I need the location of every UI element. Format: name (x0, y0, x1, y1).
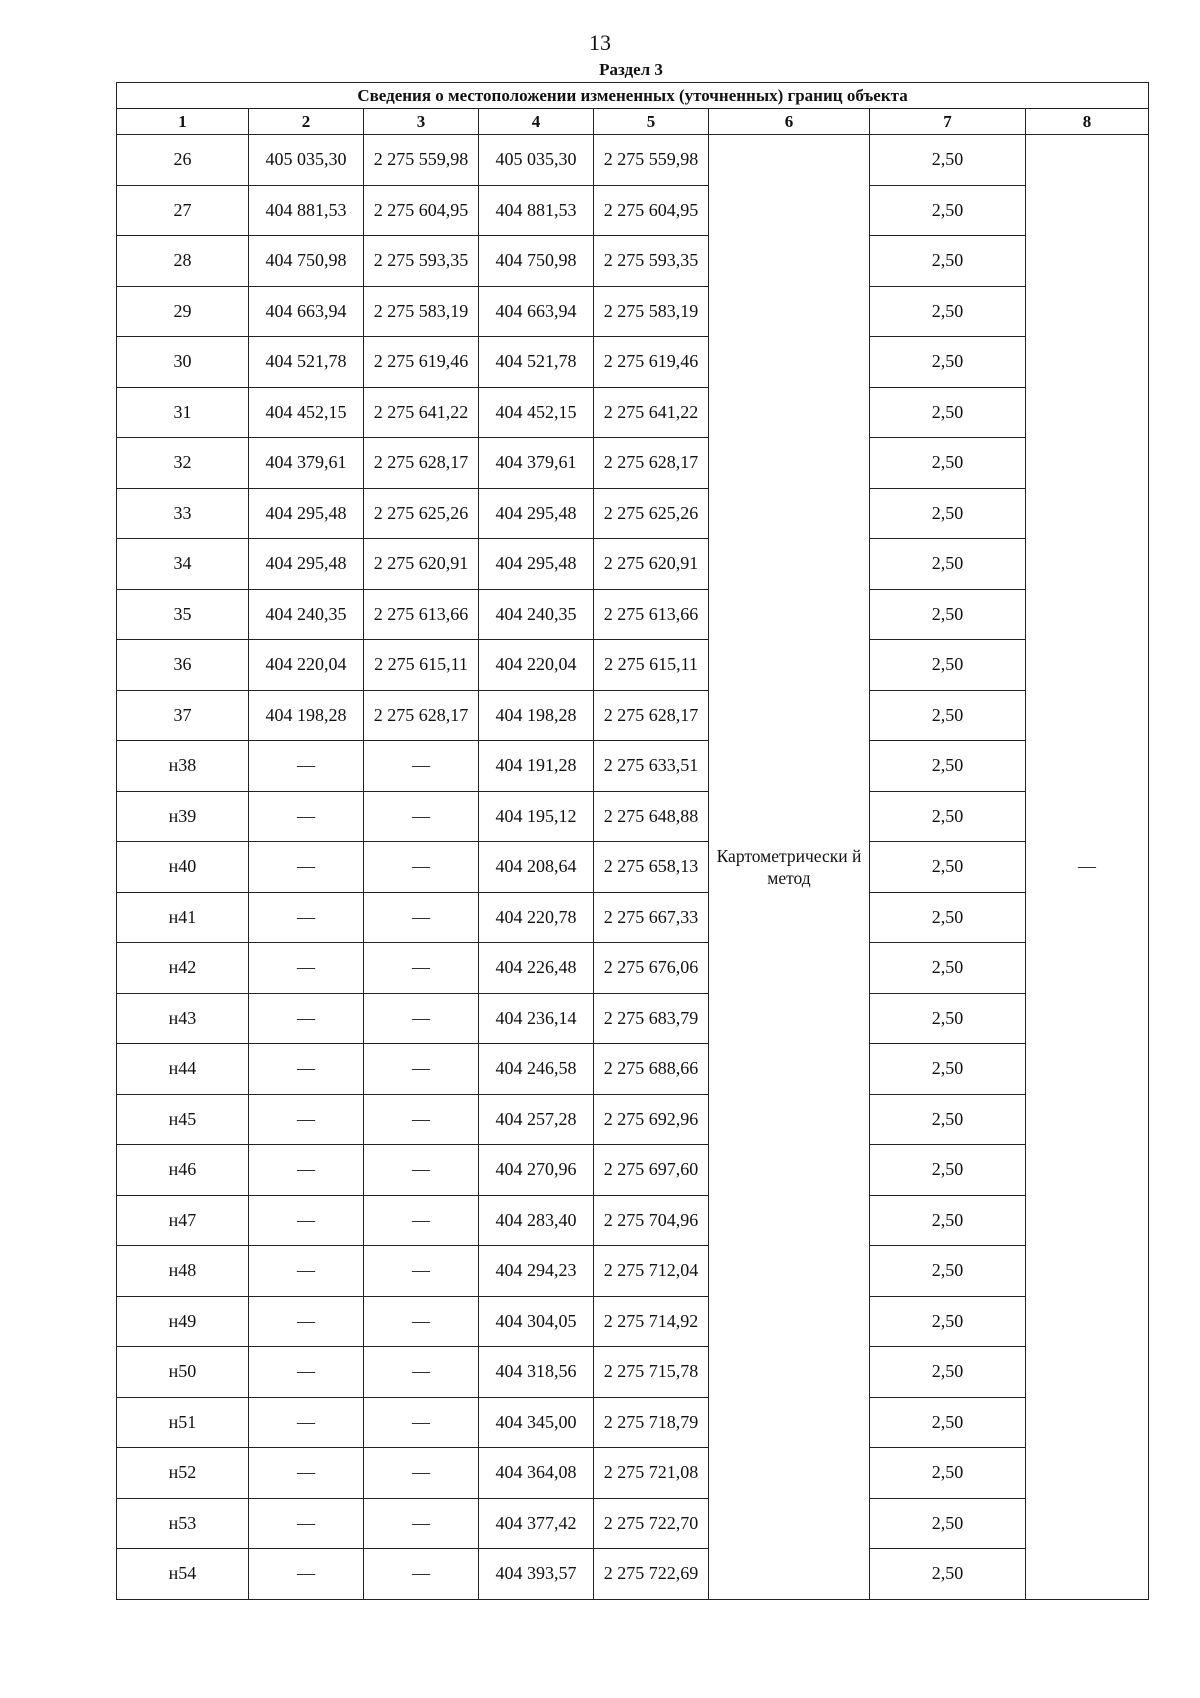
accuracy-cell: 2,50 (870, 1347, 1026, 1398)
y-old-cell: — (364, 1296, 479, 1347)
table-row (117, 791, 1149, 842)
x-new-cell: 404 208,64 (479, 842, 594, 893)
y-new-cell: 2 275 619,46 (594, 337, 709, 388)
point-number-cell: 31 (117, 387, 249, 438)
x-old-cell: — (249, 993, 364, 1044)
y-new-cell: 2 275 697,60 (594, 1145, 709, 1196)
x-old-cell: — (249, 1145, 364, 1196)
point-number-cell: н44 (117, 1044, 249, 1095)
column-header: 6 (709, 109, 870, 135)
accuracy-cell: 2,50 (870, 135, 1026, 186)
y-old-cell: — (364, 1448, 479, 1499)
accuracy-cell: 2,50 (870, 690, 1026, 741)
table-row (117, 842, 1149, 893)
y-old-cell: — (364, 741, 479, 792)
point-number-cell: 26 (117, 135, 249, 186)
y-new-cell: 2 275 633,51 (594, 741, 709, 792)
x-old-cell: — (249, 1246, 364, 1297)
x-old-cell: — (249, 1195, 364, 1246)
x-old-cell: 404 295,48 (249, 488, 364, 539)
y-old-cell: 2 275 628,17 (364, 438, 479, 489)
table-row (117, 943, 1149, 994)
point-number-cell: 30 (117, 337, 249, 388)
point-number-cell: н52 (117, 1448, 249, 1499)
x-old-cell: — (249, 791, 364, 842)
x-new-cell: 404 521,78 (479, 337, 594, 388)
accuracy-cell: 2,50 (870, 337, 1026, 388)
table-row (117, 1448, 1149, 1499)
y-new-cell: 2 275 704,96 (594, 1195, 709, 1246)
x-old-cell: 404 240,35 (249, 589, 364, 640)
accuracy-cell: 2,50 (870, 1094, 1026, 1145)
y-new-cell: 2 275 692,96 (594, 1094, 709, 1145)
x-old-cell: — (249, 1448, 364, 1499)
point-number-cell: н42 (117, 943, 249, 994)
y-old-cell: — (364, 892, 479, 943)
point-number-cell: н50 (117, 1347, 249, 1398)
table-body (117, 135, 1149, 1600)
table-caption: Сведения о местоположении измененных (уточненных) границ объекта (117, 83, 1149, 109)
x-old-cell: — (249, 1094, 364, 1145)
accuracy-cell: 2,50 (870, 943, 1026, 994)
x-old-cell: — (249, 1296, 364, 1347)
point-number-cell: 35 (117, 589, 249, 640)
column-header: 3 (364, 109, 479, 135)
y-old-cell: — (364, 1044, 479, 1095)
page-number: 13 (589, 30, 611, 55)
x-old-cell: 404 750,98 (249, 236, 364, 287)
column-header: 2 (249, 109, 364, 135)
accuracy-cell: 2,50 (870, 892, 1026, 943)
x-old-cell: — (249, 1347, 364, 1398)
y-old-cell: 2 275 615,11 (364, 640, 479, 691)
y-new-cell: 2 275 628,17 (594, 690, 709, 741)
x-new-cell: 404 295,48 (479, 488, 594, 539)
table-row (117, 488, 1149, 539)
x-new-cell: 404 220,78 (479, 892, 594, 943)
table-row (117, 1549, 1149, 1600)
column-header: 8 (1026, 109, 1149, 135)
y-new-cell: 2 275 722,70 (594, 1498, 709, 1549)
x-new-cell: 404 220,04 (479, 640, 594, 691)
x-new-cell: 404 257,28 (479, 1094, 594, 1145)
point-number-cell: 36 (117, 640, 249, 691)
accuracy-cell: 2,50 (870, 1195, 1026, 1246)
accuracy-cell: 2,50 (870, 842, 1026, 893)
column-header: 7 (870, 109, 1026, 135)
x-new-cell: 404 226,48 (479, 943, 594, 994)
table-row (117, 993, 1149, 1044)
y-new-cell: 2 275 583,19 (594, 286, 709, 337)
y-old-cell: — (364, 1549, 479, 1600)
x-new-cell: 404 283,40 (479, 1195, 594, 1246)
x-old-cell: — (249, 741, 364, 792)
x-old-cell: 404 379,61 (249, 438, 364, 489)
x-old-cell: 404 220,04 (249, 640, 364, 691)
x-old-cell: — (249, 1044, 364, 1095)
x-new-cell: 404 345,00 (479, 1397, 594, 1448)
accuracy-cell: 2,50 (870, 185, 1026, 236)
x-old-cell: 404 881,53 (249, 185, 364, 236)
x-new-cell: 404 750,98 (479, 236, 594, 287)
y-old-cell: — (364, 791, 479, 842)
table-row (117, 286, 1149, 337)
y-old-cell: — (364, 842, 479, 893)
y-old-cell: 2 275 619,46 (364, 337, 479, 388)
x-old-cell: — (249, 842, 364, 893)
point-number-cell: н53 (117, 1498, 249, 1549)
y-old-cell: — (364, 1195, 479, 1246)
table-row (117, 640, 1149, 691)
y-old-cell: — (364, 1094, 479, 1145)
y-new-cell: 2 275 715,78 (594, 1347, 709, 1398)
accuracy-cell: 2,50 (870, 488, 1026, 539)
x-new-cell: 404 318,56 (479, 1347, 594, 1398)
boundary-coordinates-table (116, 82, 1149, 1600)
column-header-row (117, 109, 1149, 135)
table-caption-row (117, 83, 1149, 109)
x-new-cell: 404 393,57 (479, 1549, 594, 1600)
y-old-cell: — (364, 1498, 479, 1549)
table-row (117, 185, 1149, 236)
x-old-cell: — (249, 943, 364, 994)
point-number-cell: 34 (117, 539, 249, 590)
x-new-cell: 404 295,48 (479, 539, 594, 590)
column8-cell: — (1026, 135, 1149, 1600)
accuracy-cell: 2,50 (870, 539, 1026, 590)
point-number-cell: 27 (117, 185, 249, 236)
table-row (117, 1296, 1149, 1347)
x-old-cell: 404 295,48 (249, 539, 364, 590)
point-number-cell: 33 (117, 488, 249, 539)
column-header: 1 (117, 109, 249, 135)
accuracy-cell: 2,50 (870, 1296, 1026, 1347)
accuracy-cell: 2,50 (870, 1549, 1026, 1600)
table-row (117, 236, 1149, 287)
y-old-cell: — (364, 943, 479, 994)
table-row (117, 741, 1149, 792)
accuracy-cell: 2,50 (870, 1145, 1026, 1196)
y-new-cell: 2 275 722,69 (594, 1549, 709, 1600)
accuracy-cell: 2,50 (870, 1448, 1026, 1499)
point-number-cell: 37 (117, 690, 249, 741)
accuracy-cell: 2,50 (870, 640, 1026, 691)
accuracy-cell: 2,50 (870, 993, 1026, 1044)
table-row (117, 1397, 1149, 1448)
y-new-cell: 2 275 559,98 (594, 135, 709, 186)
accuracy-cell: 2,50 (870, 791, 1026, 842)
table-row (117, 1498, 1149, 1549)
table-row (117, 1044, 1149, 1095)
y-new-cell: 2 275 593,35 (594, 236, 709, 287)
point-number-cell: н39 (117, 791, 249, 842)
y-old-cell: 2 275 628,17 (364, 690, 479, 741)
x-old-cell: 404 663,94 (249, 286, 364, 337)
y-new-cell: 2 275 658,13 (594, 842, 709, 893)
x-new-cell: 404 236,14 (479, 993, 594, 1044)
table-row (117, 539, 1149, 590)
point-number-cell: н43 (117, 993, 249, 1044)
point-number-cell: н54 (117, 1549, 249, 1600)
y-old-cell: 2 275 620,91 (364, 539, 479, 590)
x-new-cell: 404 663,94 (479, 286, 594, 337)
point-number-cell: 28 (117, 236, 249, 287)
x-new-cell: 404 240,35 (479, 589, 594, 640)
point-number-cell: н49 (117, 1296, 249, 1347)
y-old-cell: — (364, 1145, 479, 1196)
point-number-cell: н51 (117, 1397, 249, 1448)
accuracy-cell: 2,50 (870, 286, 1026, 337)
y-new-cell: 2 275 641,22 (594, 387, 709, 438)
y-new-cell: 2 275 613,66 (594, 589, 709, 640)
y-new-cell: 2 275 625,26 (594, 488, 709, 539)
column-header: 5 (594, 109, 709, 135)
table-row (117, 135, 1149, 186)
column-header: 4 (479, 109, 594, 135)
x-new-cell: 404 191,28 (479, 741, 594, 792)
point-number-cell: н38 (117, 741, 249, 792)
point-number-cell: н40 (117, 842, 249, 893)
table-row (117, 1145, 1149, 1196)
y-old-cell: 2 275 593,35 (364, 236, 479, 287)
y-old-cell: — (364, 993, 479, 1044)
y-old-cell: — (364, 1246, 479, 1297)
y-new-cell: 2 275 667,33 (594, 892, 709, 943)
table-row (117, 1195, 1149, 1246)
y-new-cell: 2 275 712,04 (594, 1246, 709, 1297)
y-old-cell: 2 275 583,19 (364, 286, 479, 337)
point-number-cell: н48 (117, 1246, 249, 1297)
table-row (117, 1347, 1149, 1398)
x-new-cell: 404 364,08 (479, 1448, 594, 1499)
y-new-cell: 2 275 648,88 (594, 791, 709, 842)
accuracy-cell: 2,50 (870, 1044, 1026, 1095)
y-new-cell: 2 275 620,91 (594, 539, 709, 590)
x-old-cell: 404 521,78 (249, 337, 364, 388)
accuracy-cell: 2,50 (870, 1397, 1026, 1448)
table-row (117, 1246, 1149, 1297)
point-number-cell: н45 (117, 1094, 249, 1145)
x-new-cell: 404 270,96 (479, 1145, 594, 1196)
x-new-cell: 404 379,61 (479, 438, 594, 489)
method-cell: Картометрически й метод (709, 135, 870, 1600)
x-old-cell: — (249, 892, 364, 943)
accuracy-cell: 2,50 (870, 741, 1026, 792)
table-row (117, 387, 1149, 438)
y-old-cell: — (364, 1397, 479, 1448)
x-old-cell: 404 198,28 (249, 690, 364, 741)
x-new-cell: 404 195,12 (479, 791, 594, 842)
y-new-cell: 2 275 615,11 (594, 640, 709, 691)
point-number-cell: 32 (117, 438, 249, 489)
table-row (117, 690, 1149, 741)
x-new-cell: 404 304,05 (479, 1296, 594, 1347)
table-row (117, 892, 1149, 943)
table-row (117, 1094, 1149, 1145)
x-new-cell: 405 035,30 (479, 135, 594, 186)
x-new-cell: 404 881,53 (479, 185, 594, 236)
y-new-cell: 2 275 718,79 (594, 1397, 709, 1448)
x-new-cell: 404 246,58 (479, 1044, 594, 1095)
y-old-cell: — (364, 1347, 479, 1398)
y-new-cell: 2 275 676,06 (594, 943, 709, 994)
y-new-cell: 2 275 714,92 (594, 1296, 709, 1347)
x-old-cell: 404 452,15 (249, 387, 364, 438)
x-old-cell: — (249, 1397, 364, 1448)
x-old-cell: — (249, 1549, 364, 1600)
x-old-cell: 405 035,30 (249, 135, 364, 186)
point-number-cell: н47 (117, 1195, 249, 1246)
table-row (117, 438, 1149, 489)
point-number-cell: н41 (117, 892, 249, 943)
table-row (117, 337, 1149, 388)
x-new-cell: 404 198,28 (479, 690, 594, 741)
y-new-cell: 2 275 628,17 (594, 438, 709, 489)
accuracy-cell: 2,50 (870, 236, 1026, 287)
point-number-cell: 29 (117, 286, 249, 337)
y-new-cell: 2 275 683,79 (594, 993, 709, 1044)
y-new-cell: 2 275 604,95 (594, 185, 709, 236)
x-new-cell: 404 452,15 (479, 387, 594, 438)
accuracy-cell: 2,50 (870, 438, 1026, 489)
section-title: Раздел 3 (599, 60, 663, 79)
y-new-cell: 2 275 688,66 (594, 1044, 709, 1095)
y-old-cell: 2 275 604,95 (364, 185, 479, 236)
x-new-cell: 404 377,42 (479, 1498, 594, 1549)
y-new-cell: 2 275 721,08 (594, 1448, 709, 1499)
y-old-cell: 2 275 613,66 (364, 589, 479, 640)
y-old-cell: 2 275 559,98 (364, 135, 479, 186)
accuracy-cell: 2,50 (870, 387, 1026, 438)
y-old-cell: 2 275 625,26 (364, 488, 479, 539)
point-number-cell: н46 (117, 1145, 249, 1196)
table-row (117, 589, 1149, 640)
accuracy-cell: 2,50 (870, 1498, 1026, 1549)
accuracy-cell: 2,50 (870, 589, 1026, 640)
x-new-cell: 404 294,23 (479, 1246, 594, 1297)
y-old-cell: 2 275 641,22 (364, 387, 479, 438)
x-old-cell: — (249, 1498, 364, 1549)
accuracy-cell: 2,50 (870, 1246, 1026, 1297)
